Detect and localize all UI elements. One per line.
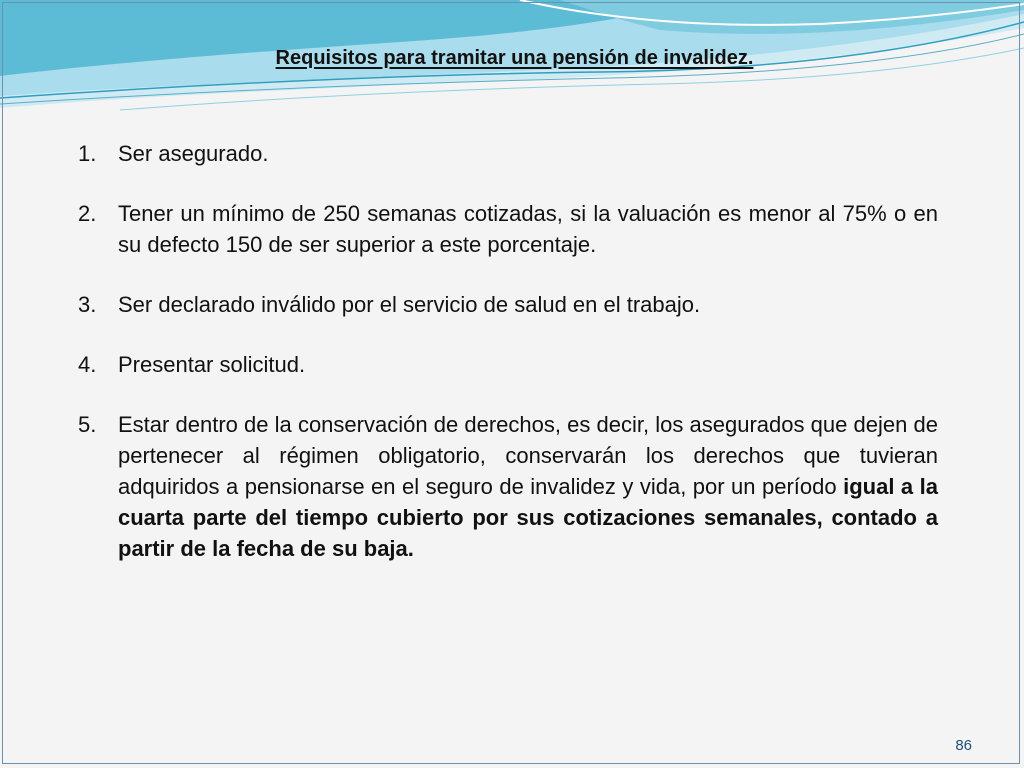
item-text: Estar dentro de la conservación de derechos, es decir, los asegurados que dejen de pertenecer al régimen obligatorio, conservarán los derechos que tuvieran adquiridos a pensionarse en el seguro de invalidez y vida, por un período [118, 412, 938, 499]
page-number: 86 [955, 737, 972, 754]
item-bold-text: igual a la cuarta parte del tiempo cubierto por sus cotizaciones semanales, contado a partir de la fecha de su baja. [118, 474, 938, 561]
item-number: 1. [78, 141, 97, 166]
item-text: Tener un mínimo de 250 semanas cotizadas, si la valuación es menor al 75% o en su defecto 150 de ser superior a este porcentaje. [118, 201, 938, 257]
slide-title [0, 47, 1024, 70]
list-item [78, 409, 938, 564]
item-number: 5. [78, 412, 97, 437]
list-item [78, 349, 938, 380]
list-item [78, 198, 938, 260]
item-text: Presentar solicitud. [118, 352, 306, 377]
list-item [78, 138, 938, 169]
item-number: 3. [78, 292, 97, 317]
item-number: 2. [78, 201, 97, 226]
requirements-list [78, 138, 938, 593]
slide-title-text: Requisitos para tramitar una pensión de invalidez. [275, 47, 754, 69]
list-item [78, 289, 938, 320]
item-text: Ser declarado inválido por el servicio de salud en el trabajo. [118, 292, 701, 317]
item-number: 4. [78, 352, 97, 377]
item-text: Ser asegurado. [118, 141, 269, 166]
